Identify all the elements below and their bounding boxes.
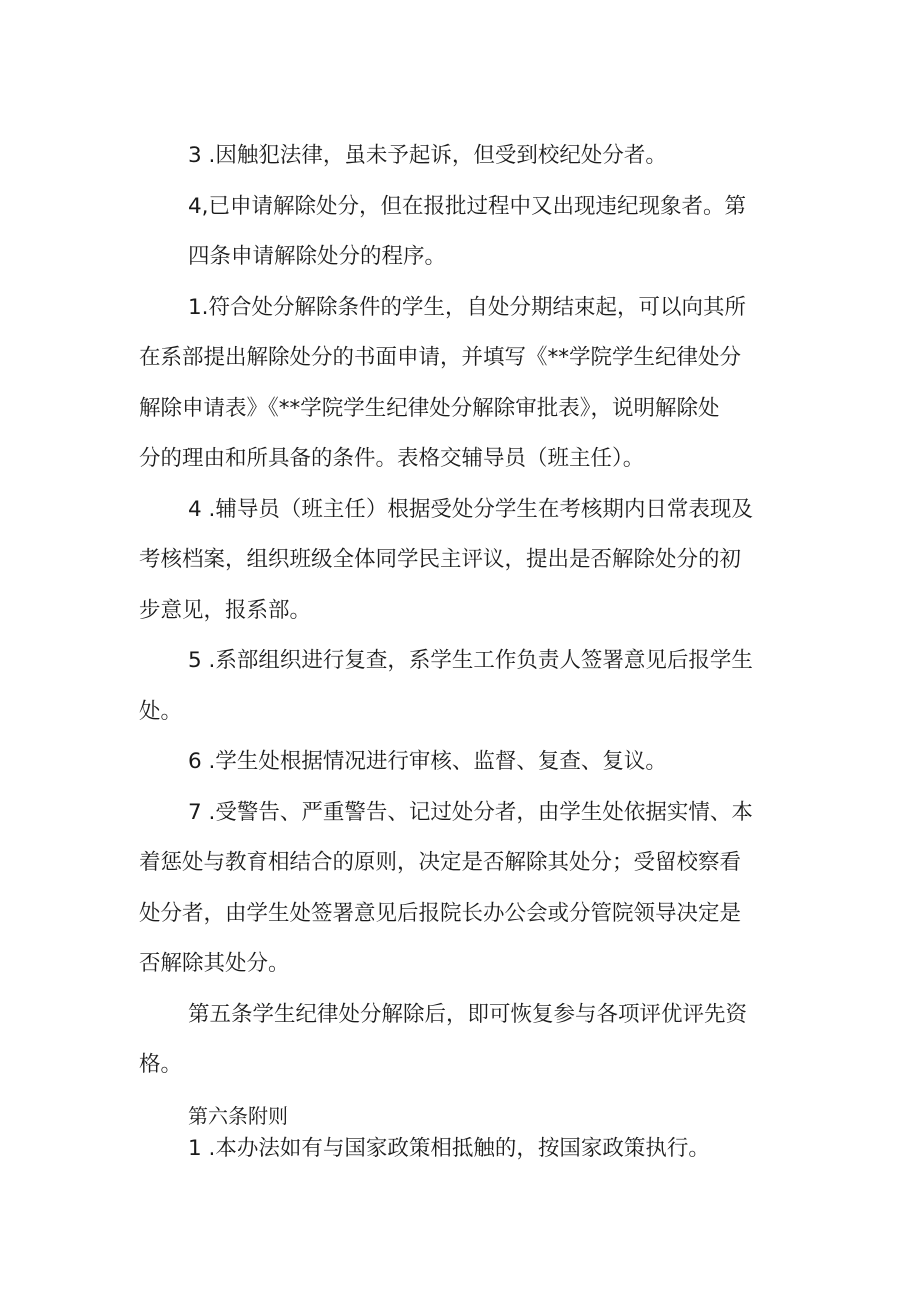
text-line-procedure-4: 4 .辅导员（班主任）根据受处分学生在考核期内日常表现及: [188, 497, 753, 522]
text-line-article-6-heading: 第六条附则: [188, 1104, 288, 1128]
text-line-clause-4: 4,已申请解除处分，但在报批过程中又出现违纪现象者。第: [188, 194, 747, 219]
text-line-procedure-4-cont-1: 考核档案，组织班级全体同学民主评议，提出是否解除处分的初: [139, 547, 742, 572]
text-line-procedure-7: 7 .受警告、严重警告、记过处分者，由学生处依据实情、本: [188, 800, 753, 825]
text-line-procedure-4-cont-2: 步意见，报系部。: [139, 598, 312, 623]
text-line-procedure-6: 6 .学生处根据情况进行审核、监督、复查、复议。: [188, 749, 667, 774]
text-line-procedure-7-cont-3: 否解除其处分。: [139, 951, 290, 976]
text-line-procedure-1-cont-2: 解除申请表》《**学院学生纪律处分解除审批表》，说明解除处: [139, 396, 720, 421]
text-line-procedure-1-cont-3: 分的理由和所具备的条件。表格交辅导员（班主任）。: [139, 446, 645, 471]
text-line-article-6-item-1: 1 .本办法如有与国家政策相抵触的，按国家政策执行。: [188, 1136, 710, 1161]
text-line-procedure-7-cont-1: 着惩处与教育相结合的原则，决定是否解除其处分；受留校察看: [139, 850, 742, 875]
text-line-clause-3: 3 .因触犯法律，虽未予起诉，但受到校纪处分者。: [188, 143, 667, 168]
text-line-procedure-1-cont-1: 在系部提出解除处分的书面申请，并填写《**学院学生纪律处分: [139, 345, 742, 370]
text-line-procedure-5: 5 .系部组织进行复查，系学生工作负责人签署意见后报学生: [188, 648, 753, 673]
text-line-article-4-heading: 四条申请解除处分的程序。: [188, 244, 447, 269]
text-line-procedure-7-cont-2: 处分者，由学生处签署意见后报院长办公会或分管院领导决定是: [139, 901, 742, 926]
text-line-article-5: 第五条学生纪律处分解除后，即可恢复参与各项评优评先资: [188, 1002, 748, 1027]
text-line-article-5-cont-1: 格。: [139, 1052, 183, 1077]
text-line-procedure-1: 1.符合处分解除条件的学生，自处分期结束起，可以向其所: [188, 295, 747, 320]
text-line-procedure-5-cont-1: 处。: [139, 699, 183, 724]
